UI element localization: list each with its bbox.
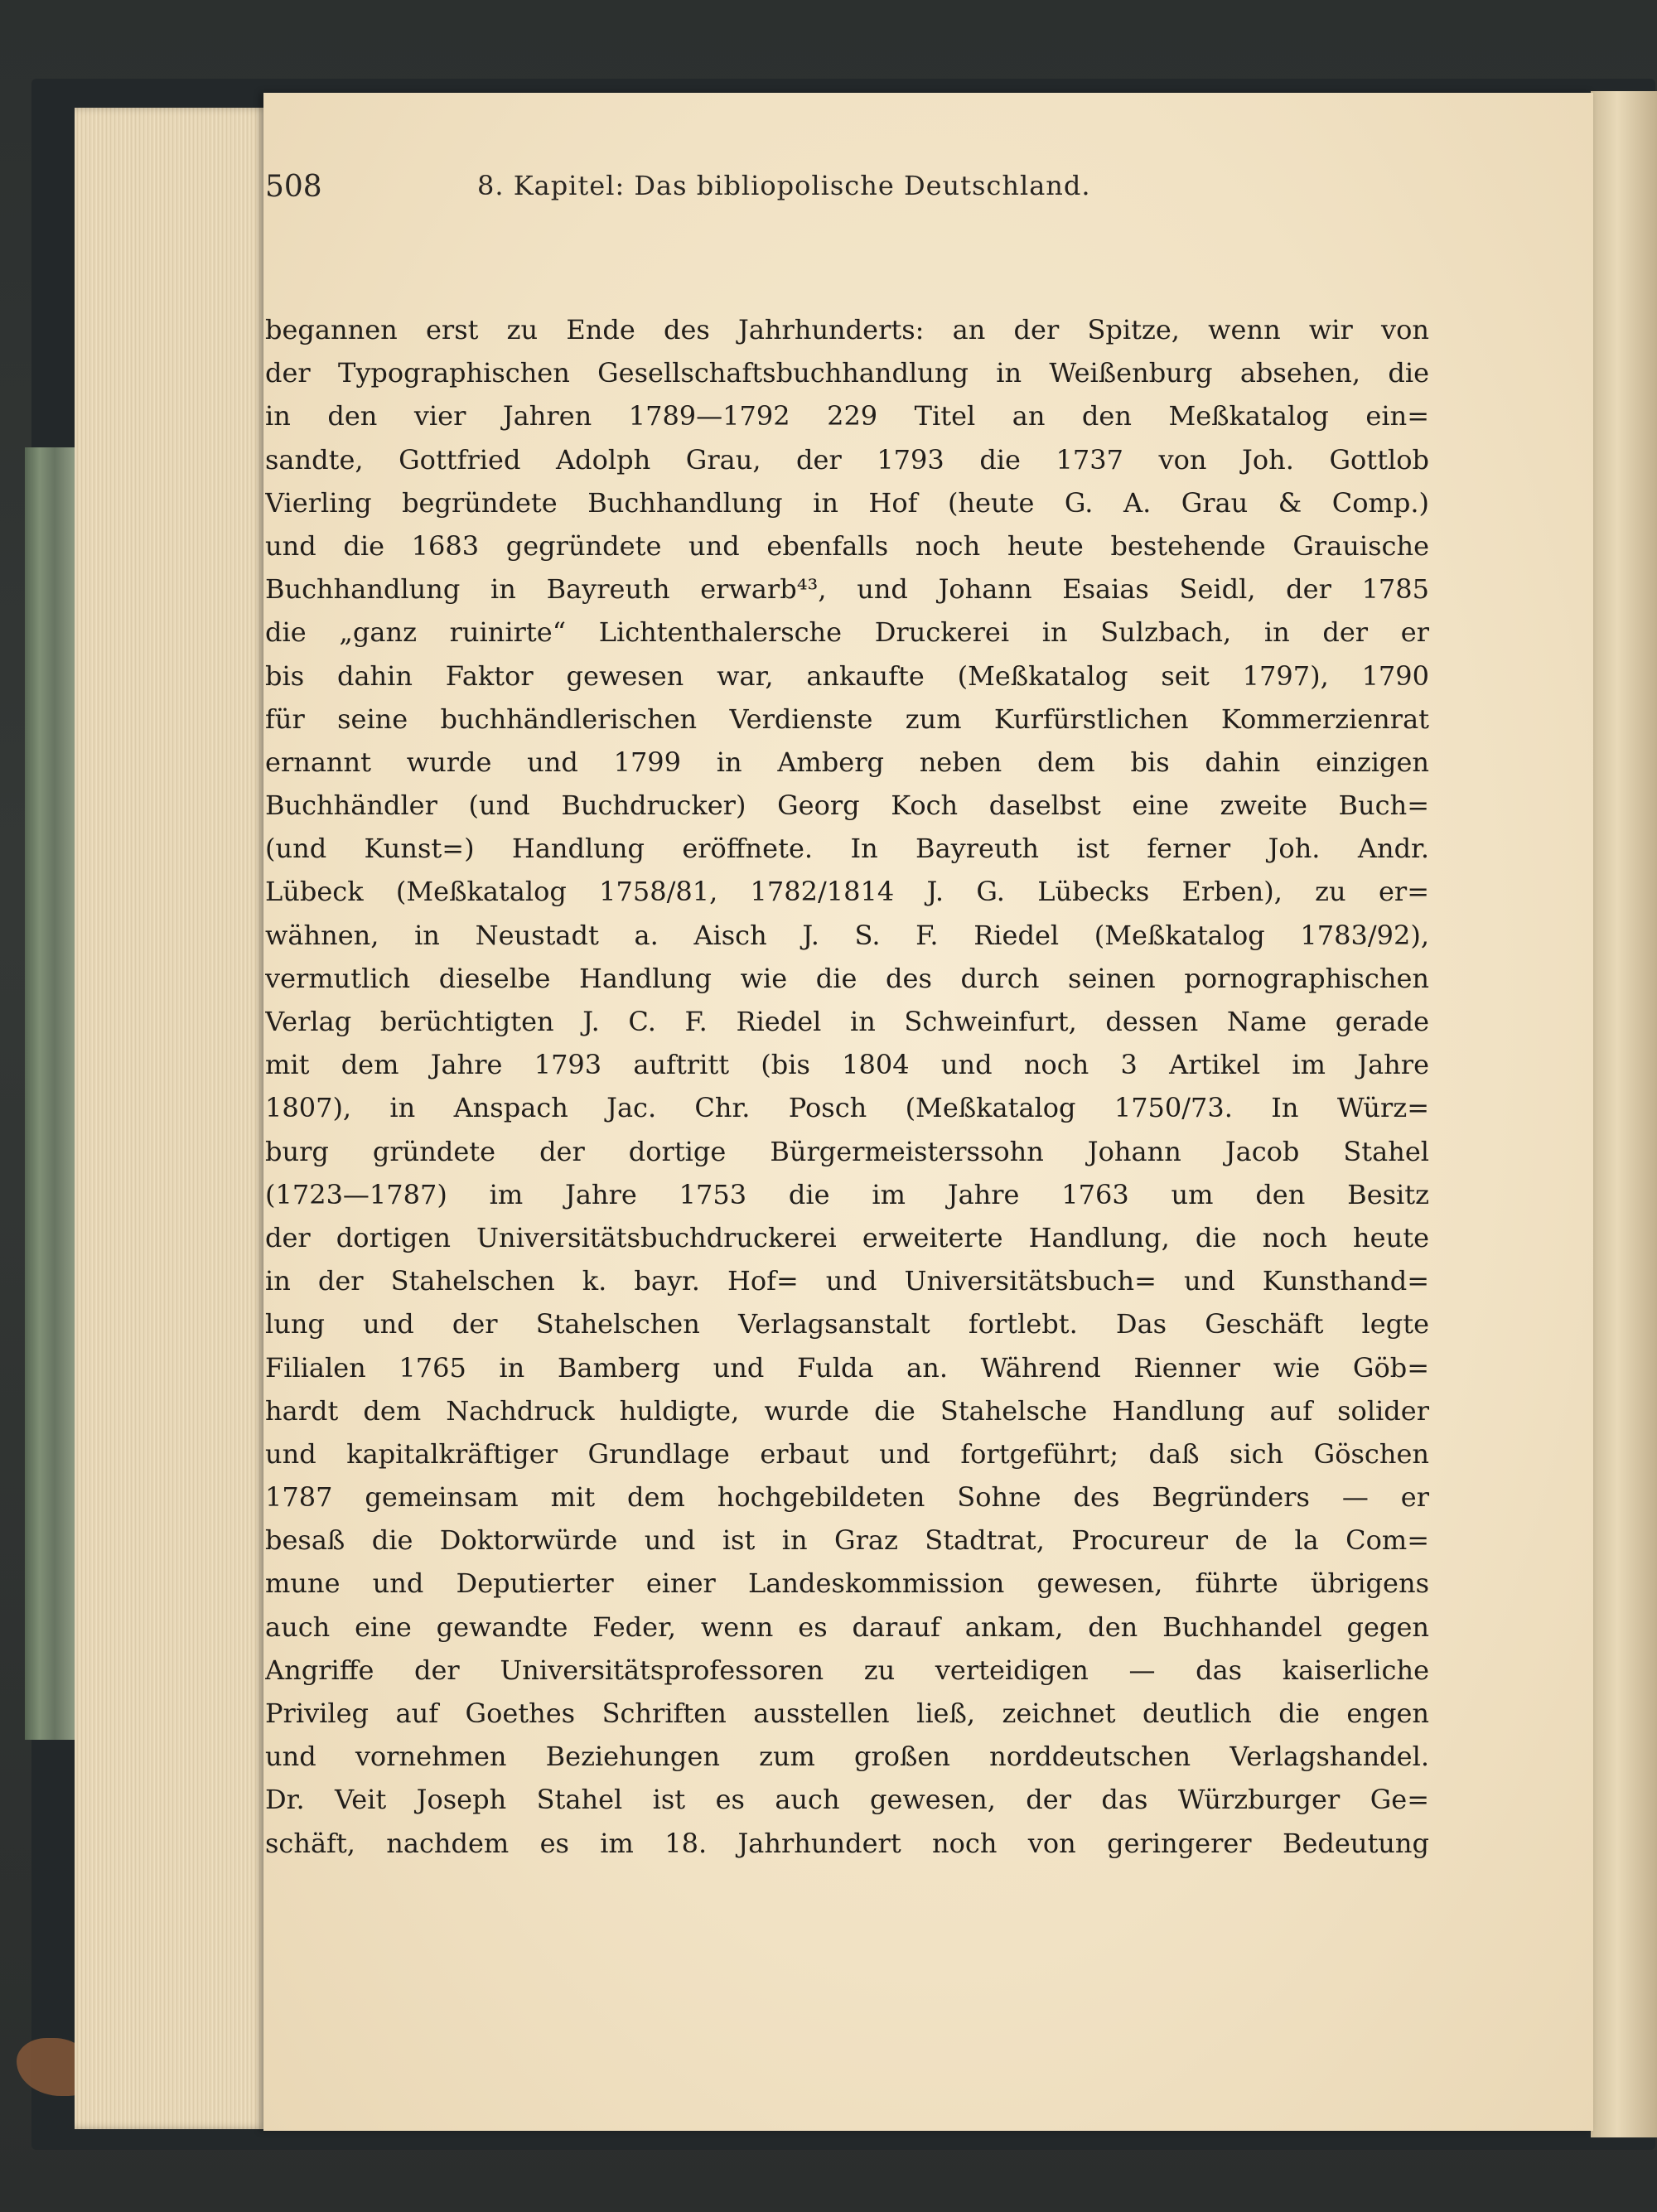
text-line: Privileg auf Goethes Schriften ausstellen ließ, zeichnet deutlich die engen	[265, 1698, 1429, 1729]
body-text	[265, 308, 1429, 1865]
text-line: sandte, Gottfried Adolph Grau, der 1793 die 1737 von Joh. Gottlob	[265, 443, 1429, 476]
marbled-edge	[25, 447, 75, 1740]
text-line: Lübeck (Meßkatalog 1758/81, 1782/1814 J. G. Lübecks Erben), zu er=	[265, 876, 1429, 908]
text-line: hardt dem Nachdruck huldigte, wurde die Stahelsche Handlung auf solider	[265, 1394, 1429, 1427]
text-line: Verlag berüchtigten J. C. F. Riedel in Schweinfurt, dessen Name gerade	[265, 1006, 1429, 1037]
text-line: Buchhandlung in Bayreuth erwarb⁴³, und Johann Esaias Seidl, der 1785	[265, 573, 1429, 606]
text-line: für seine buchhändlerischen Verdienste zum Kurfürstlichen Kommerzienrat	[265, 703, 1429, 735]
text-line: und kapitalkräftiger Grundlage erbaut und fortgeführt; daß sich Göschen	[265, 1437, 1429, 1470]
text-line: der dortigen Universitätsbuchdruckerei erweiterte Handlung, die noch heute	[265, 1221, 1429, 1253]
text-line: die „ganz ruinirte“ Lichtenthalersche Druckerei in Sulzbach, in der er	[265, 616, 1429, 649]
text-line: begannen erst zu Ende des Jahrhunderts: an der Spitze, wenn wir von	[265, 314, 1429, 345]
page-header	[265, 170, 1342, 220]
running-head: 8. Kapitel: Das bibliopolische Deutschland.	[477, 170, 1091, 201]
text-line: Filialen 1765 in Bamberg und Fulda an. Während Rienner wie Göb=	[265, 1351, 1429, 1384]
text-line: mune und Deputierter einer Landeskommission gewesen, führte übrigens	[265, 1567, 1429, 1600]
text-line: Angriffe der Universitätsprofessoren zu verteidigen — das kaiserliche	[265, 1654, 1429, 1686]
text-line: 1807), in Anspach Jac. Chr. Posch (Meßkatalog 1750/73. In Würz=	[265, 1092, 1429, 1124]
text-line: besaß die Doktorwürde und ist in Graz Stadtrat, Procureur de la Com=	[265, 1524, 1429, 1557]
page-block-left	[75, 108, 269, 2129]
text-line: in den vier Jahren 1789—1792 229 Titel an den Meßkatalog ein=	[265, 400, 1429, 432]
text-line: Buchhändler (und Buchdrucker) Georg Koch daselbst eine zweite Buch=	[265, 790, 1429, 822]
text-line: burg gründete der dortige Bürgermeisterssohn Johann Jacob Stahel	[265, 1135, 1429, 1167]
page-block-right	[1591, 91, 1657, 2137]
text-line: schäft, nachdem es im 18. Jahrhundert noch von geringerer Bedeutung	[265, 1827, 1429, 1859]
text-line: mit dem Jahre 1793 auftritt (bis 1804 und noch 3 Artikel im Jahre	[265, 1049, 1429, 1081]
text-line: bis dahin Faktor gewesen war, ankaufte (Meßkatalog seit 1797), 1790	[265, 659, 1429, 692]
text-line: wähnen, in Neustadt a. Aisch J. S. F. Riedel (Meßkatalog 1783/92),	[265, 919, 1429, 951]
text-line: 1787 gemeinsam mit dem hochgebildeten Sohne des Begründers — er	[265, 1481, 1429, 1514]
text-line: in der Stahelschen k. bayr. Hof= und Universitätsbuch= und Kunsthand=	[265, 1265, 1429, 1297]
text-line: (und Kunst=) Handlung eröffnete. In Bayreuth ist ferner Joh. Andr.	[265, 833, 1429, 865]
text-line: Dr. Veit Joseph Stahel ist es auch gewesen, der das Würzburger Ge=	[265, 1784, 1429, 1816]
text-line: auch eine gewandte Feder, wenn es darauf ankam, den Buchhandel gegen	[265, 1611, 1429, 1643]
text-line: und die 1683 gegründete und ebenfalls noch heute bestehende Grauische	[265, 529, 1429, 562]
text-line: ernannt wurde und 1799 in Amberg neben dem bis dahin einzigen	[265, 746, 1429, 778]
text-line: (1723—1787) im Jahre 1753 die im Jahre 1763 um den Besitz	[265, 1178, 1429, 1210]
text-line: und vornehmen Beziehungen zum großen norddeutschen Verlagshandel.	[265, 1741, 1429, 1773]
text-line: vermutlich dieselbe Handlung wie die des durch seinen pornographischen	[265, 962, 1429, 994]
text-line: lung und der Stahelschen Verlagsanstalt fortlebt. Das Geschäft legte	[265, 1308, 1429, 1340]
text-line: der Typographischen Gesellschaftsbuchhandlung in Weißenburg absehen, die	[265, 357, 1429, 389]
text-line: Vierling begründete Buchhandlung in Hof (heute G. A. Grau & Comp.)	[265, 486, 1429, 519]
page-number: 508	[265, 170, 322, 204]
